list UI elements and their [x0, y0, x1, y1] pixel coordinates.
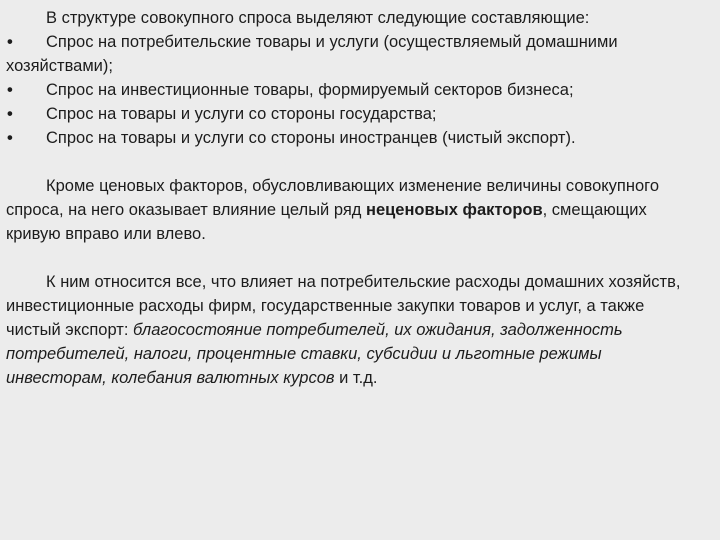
bullet-icon: •: [7, 105, 13, 123]
intro-text: В структуре совокупного спроса выделяют следующие составляющие:: [46, 9, 590, 27]
list-item: [0, 30, 720, 78]
list-item: [0, 126, 720, 150]
list-item: [0, 78, 720, 102]
list-item-text: Спрос на инвестиционные товары, формируемый секторов бизнеса;: [46, 81, 574, 99]
bullet-icon: •: [7, 129, 13, 147]
list-item-text: Спрос на потребительские товары и услуги (осуществляемый домашними хозяйствами);: [6, 33, 618, 75]
bullet-icon: •: [7, 33, 13, 51]
italic-text: благосостояние потребителей, их ожидания, задолженность потребителей, налоги, процентные ставки, субсидии и льготные режимы инвесторам, колебания валютных курсов: [6, 321, 623, 387]
emphasis-text: неценовых факторов: [366, 201, 543, 219]
paragraph-text: , смещающих кривую вправо или влево.: [6, 201, 647, 243]
paragraph-factor-examples: [6, 270, 700, 390]
paragraph-text: и т.д.: [334, 369, 378, 387]
bullet-icon: •: [7, 81, 13, 99]
list-item-text: Спрос на товары и услуги со стороны государства;: [46, 105, 437, 123]
list-item: [0, 102, 720, 126]
paragraph-text: К ним относится все, что влияет на потребительские расходы домашних хозяйств, инвестиционные расходы фирм, государственные закупки товаров и услуг, а также чистый экспорт:: [6, 273, 681, 339]
list-item-text: Спрос на товары и услуги со стороны иностранцев (чистый экспорт).: [46, 129, 576, 147]
components-list: [0, 30, 720, 150]
paragraph-text: Кроме ценовых факторов, обусловливающих изменение величины совокупного спроса, на него оказывает влияние целый ряд: [6, 177, 659, 219]
paragraph-nonprice-factors: [6, 174, 700, 246]
